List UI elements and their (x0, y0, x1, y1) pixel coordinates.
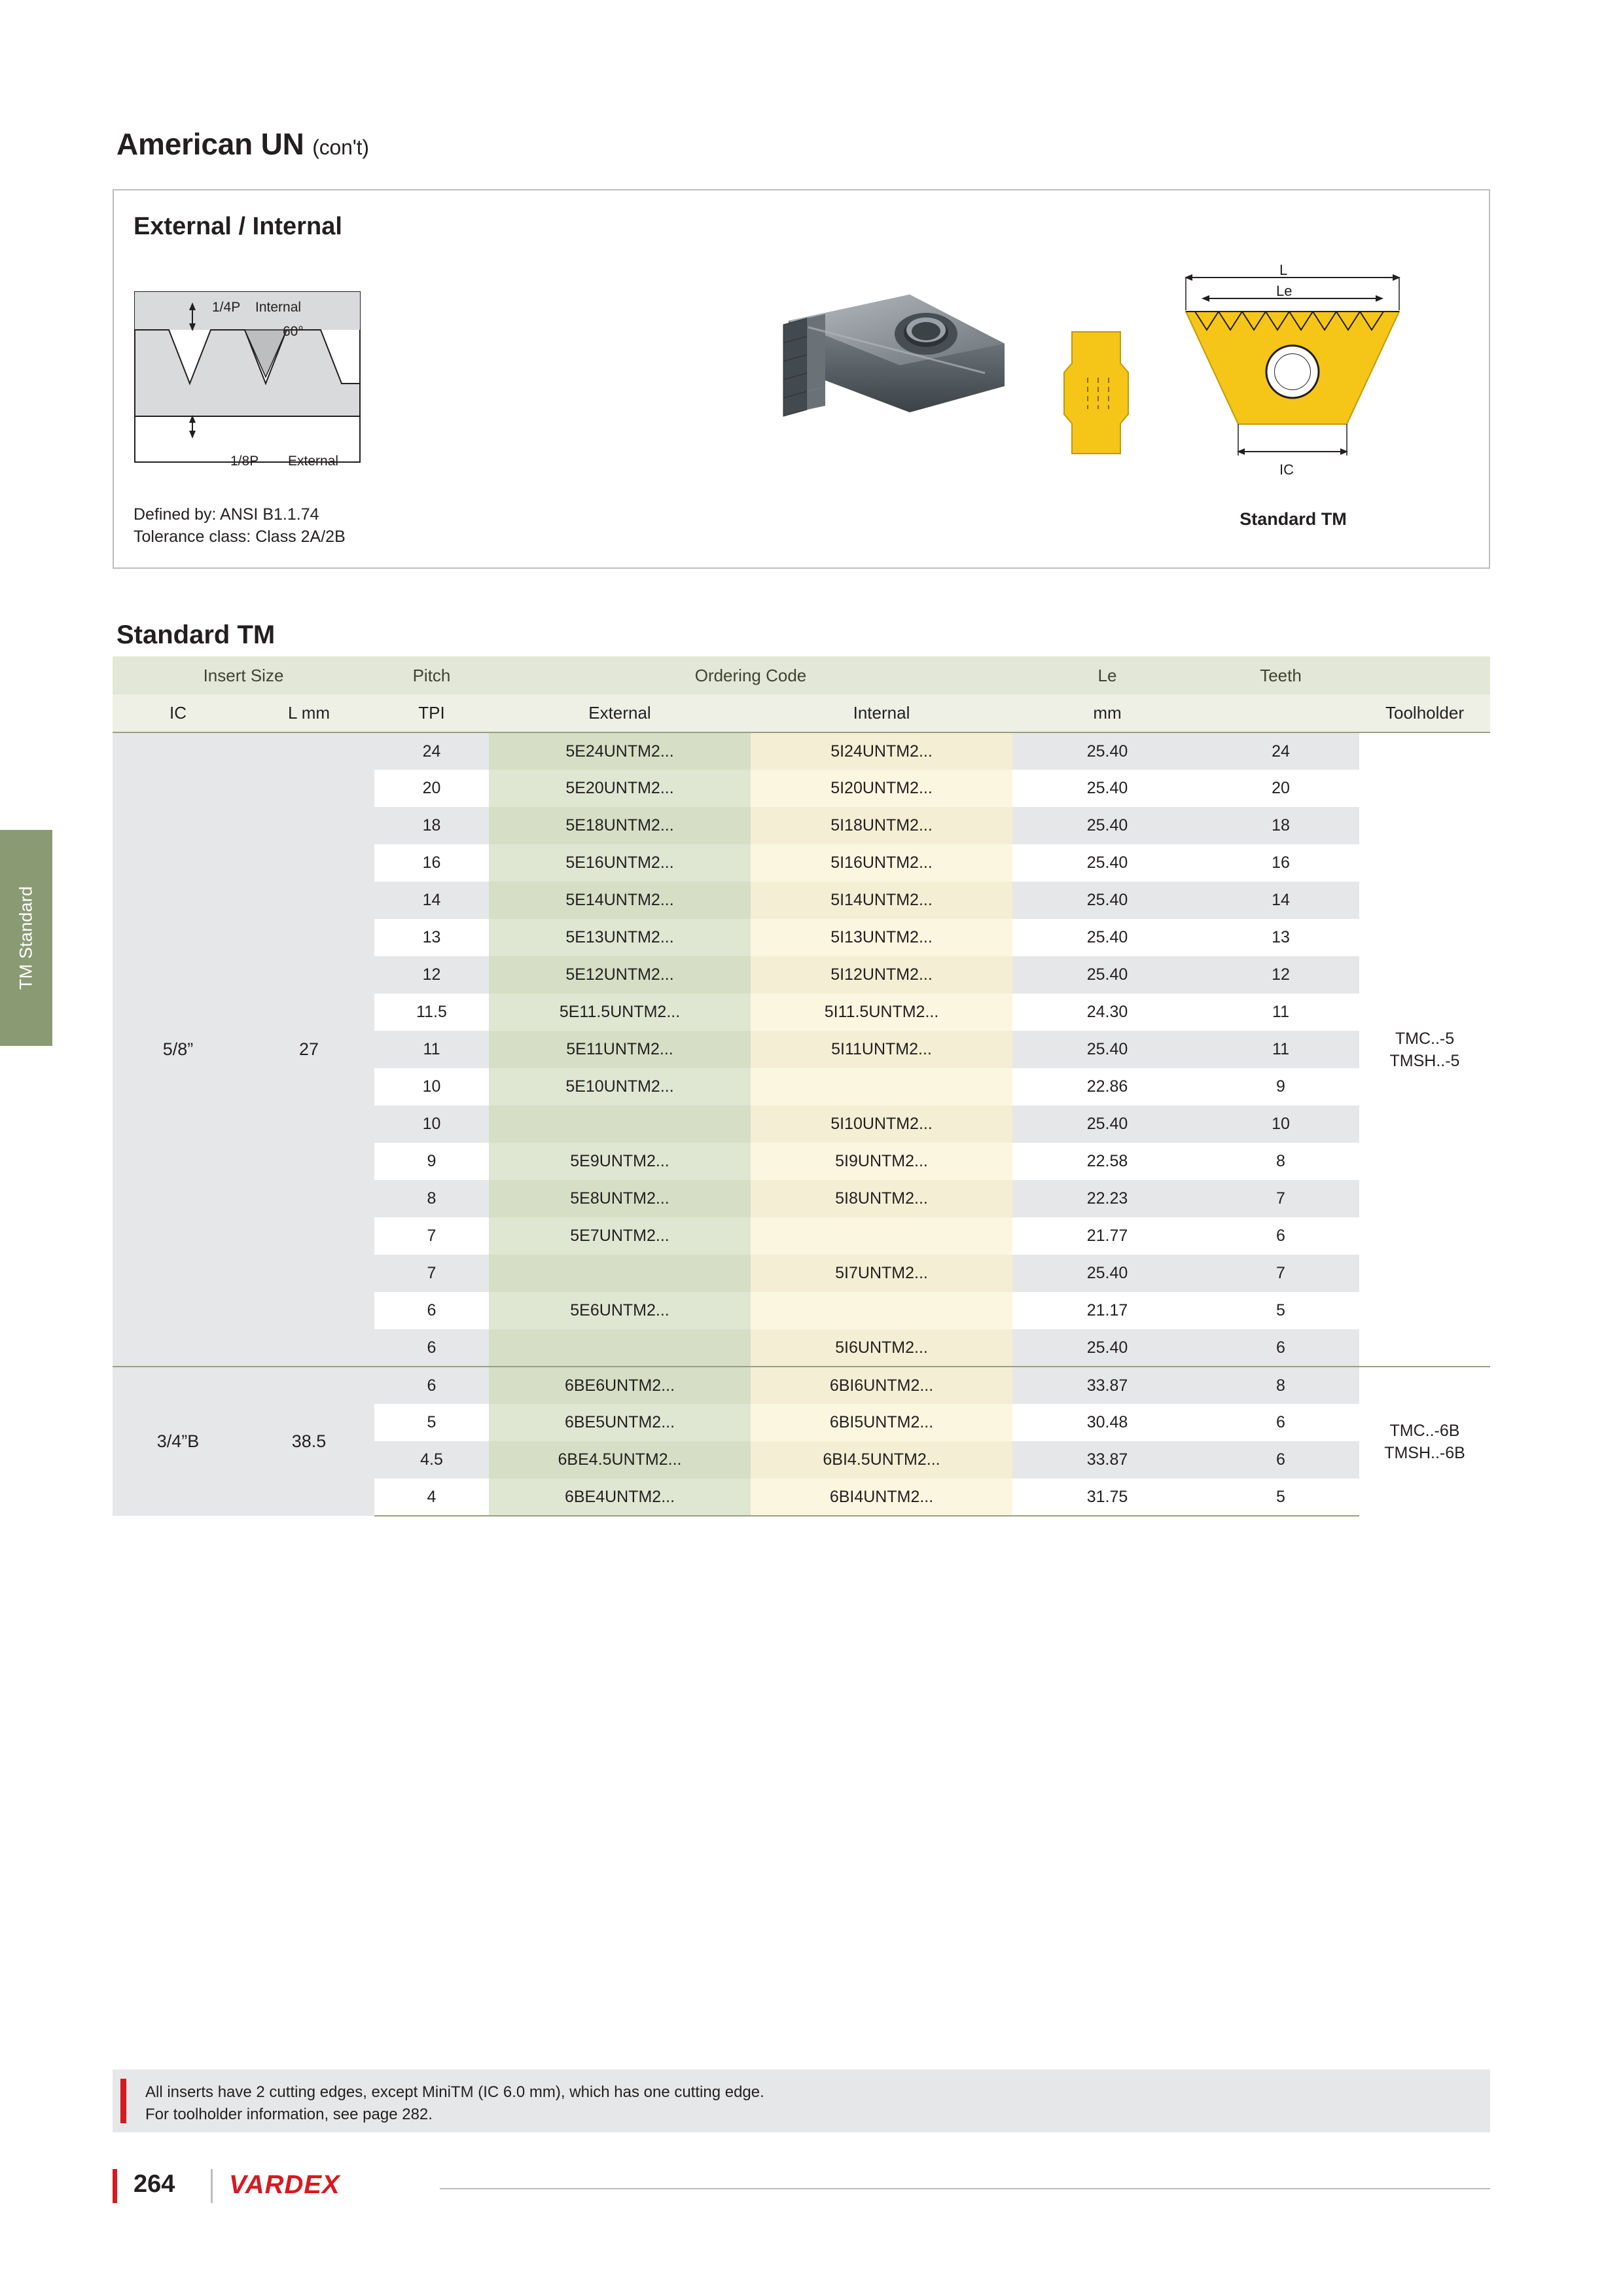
cell-tpi: 6 (374, 1329, 489, 1367)
cell-teeth: 6 (1202, 1441, 1359, 1479)
table-group-header-row (113, 656, 1490, 694)
cell-insert-size-l: 38.5 (243, 1367, 374, 1516)
subheader-tpi: TPI (374, 694, 489, 732)
subheader-teeth (1202, 694, 1359, 732)
cell-teeth: 13 (1202, 919, 1359, 956)
cell-tpi: 11 (374, 1031, 489, 1068)
header-insert-size: Insert Size (113, 656, 374, 694)
cell-le-mm: 21.17 (1012, 1292, 1202, 1329)
thread-profile-diagram (130, 285, 365, 482)
cell-teeth: 8 (1202, 1143, 1359, 1180)
page-title (116, 126, 369, 162)
cell-ordering-code-external: 5E11UNTM2... (489, 1031, 751, 1068)
cell-teeth: 24 (1202, 732, 1359, 770)
cell-tpi: 10 (374, 1105, 489, 1143)
cell-toolholder: TMC..-6B TMSH..-6B (1359, 1367, 1490, 1516)
cell-ordering-code-external: 5E9UNTM2... (489, 1143, 751, 1180)
cell-ordering-code-internal: 5I11.5UNTM2... (751, 994, 1012, 1031)
label-quarter-p: 1/4P (212, 300, 241, 315)
cell-le-mm: 25.40 (1012, 770, 1202, 807)
standard-tm-table (113, 656, 1490, 1516)
footnote-line-2: For toolholder information, see page 282. (145, 2106, 433, 2123)
cell-tpi: 18 (374, 807, 489, 844)
defined-by-standard: Defined by: ANSI B1.1.74 (134, 505, 319, 524)
cell-ordering-code-internal: 6BI6UNTM2... (751, 1367, 1012, 1404)
cell-le-mm: 24.30 (1012, 994, 1202, 1031)
cell-teeth: 11 (1202, 1031, 1359, 1068)
page-title-main: American UN (116, 127, 304, 161)
cell-ordering-code-internal: 5I11UNTM2... (751, 1031, 1012, 1068)
cell-tpi: 16 (374, 844, 489, 882)
cell-tpi: 12 (374, 956, 489, 994)
dim-label-l: L (1279, 262, 1288, 278)
cell-ordering-code-external: 5E12UNTM2... (489, 956, 751, 994)
subheader-toolholder: Toolholder (1359, 694, 1490, 732)
label-internal: Internal (255, 300, 302, 315)
cell-ordering-code-internal: 5I16UNTM2... (751, 844, 1012, 882)
cell-le-mm: 25.40 (1012, 882, 1202, 919)
cell-teeth: 16 (1202, 844, 1359, 882)
cell-ordering-code-external: 5E10UNTM2... (489, 1068, 751, 1105)
cell-teeth: 6 (1202, 1404, 1359, 1441)
cell-le-mm: 31.75 (1012, 1479, 1202, 1516)
info-box-title: External / Internal (134, 213, 342, 240)
footnote-accent-bar (120, 2079, 126, 2123)
cell-ordering-code-external: 5E7UNTM2... (489, 1217, 751, 1255)
cell-le-mm: 25.40 (1012, 1031, 1202, 1068)
cell-tpi: 7 (374, 1217, 489, 1255)
cell-tpi: 4.5 (374, 1441, 489, 1479)
cell-ordering-code-internal: 5I9UNTM2... (751, 1143, 1012, 1180)
cell-teeth: 9 (1202, 1068, 1359, 1105)
header-teeth: Teeth (1202, 656, 1359, 694)
cell-ordering-code-external: 6BE6UNTM2... (489, 1367, 751, 1404)
footnote-box (113, 2070, 1490, 2132)
dim-label-ic: IC (1279, 461, 1294, 478)
cell-le-mm: 30.48 (1012, 1404, 1202, 1441)
side-tab-tm-standard (0, 830, 52, 1046)
cell-ordering-code-internal: 5I14UNTM2... (751, 882, 1012, 919)
cell-teeth: 10 (1202, 1105, 1359, 1143)
cell-ordering-code-external: 5E14UNTM2... (489, 882, 751, 919)
cell-le-mm: 25.40 (1012, 807, 1202, 844)
cell-teeth: 20 (1202, 770, 1359, 807)
subheader-ic: IC (113, 694, 243, 732)
cell-teeth: 6 (1202, 1329, 1359, 1367)
cell-le-mm: 25.40 (1012, 1105, 1202, 1143)
cell-le-mm: 33.87 (1012, 1441, 1202, 1479)
subheader-internal: Internal (751, 694, 1012, 732)
cell-le-mm: 22.86 (1012, 1068, 1202, 1105)
header-ordering-code: Ordering Code (489, 656, 1012, 694)
cell-teeth: 8 (1202, 1367, 1359, 1404)
cell-ordering-code-internal (751, 1217, 1012, 1255)
label-angle-60: 60° (283, 324, 304, 339)
cell-ordering-code-external: 5E6UNTM2... (489, 1292, 751, 1329)
defined-by-block (134, 503, 346, 548)
cell-ordering-code-internal: 5I18UNTM2... (751, 807, 1012, 844)
cell-teeth: 18 (1202, 807, 1359, 844)
cell-ordering-code-internal: 5I6UNTM2... (751, 1329, 1012, 1367)
label-eighth-p: 1/8P (230, 454, 259, 469)
cell-tpi: 8 (374, 1180, 489, 1217)
cell-le-mm: 21.77 (1012, 1217, 1202, 1255)
cell-le-mm: 25.40 (1012, 732, 1202, 770)
cell-le-mm: 25.40 (1012, 844, 1202, 882)
cell-tpi: 6 (374, 1367, 489, 1404)
footnote-line-1: All inserts have 2 cutting edges, except MiniTM (IC 6.0 mm), which has one cutting edge. (145, 2083, 764, 2101)
cell-ordering-code-external (489, 1329, 751, 1367)
insert-3d-image (769, 281, 1024, 452)
cell-tpi: 6 (374, 1292, 489, 1329)
standard-tm-caption: Standard TM (1240, 509, 1347, 529)
cell-ordering-code-external: 5E13UNTM2... (489, 919, 751, 956)
header-pitch: Pitch (374, 656, 489, 694)
cell-ordering-code-external: 6BE4UNTM2... (489, 1479, 751, 1516)
cell-ordering-code-external: 5E11.5UNTM2... (489, 994, 751, 1031)
cell-le-mm: 25.40 (1012, 956, 1202, 994)
cell-le-mm: 22.23 (1012, 1180, 1202, 1217)
cell-teeth: 5 (1202, 1479, 1359, 1516)
cell-ordering-code-internal: 5I20UNTM2... (751, 770, 1012, 807)
cell-ordering-code-external: 5E20UNTM2... (489, 770, 751, 807)
cell-ordering-code-internal: 5I7UNTM2... (751, 1255, 1012, 1292)
cell-ordering-code-internal: 6BI5UNTM2... (751, 1404, 1012, 1441)
side-tab-label: TM Standard (16, 886, 36, 990)
cell-ordering-code-external: 5E8UNTM2... (489, 1180, 751, 1217)
subheader-mm: mm (1012, 694, 1202, 732)
cell-teeth: 12 (1202, 956, 1359, 994)
cell-teeth: 11 (1202, 994, 1359, 1031)
header-le: Le (1012, 656, 1202, 694)
table-row (113, 732, 1490, 770)
cell-teeth: 7 (1202, 1255, 1359, 1292)
cell-ordering-code-internal (751, 1068, 1012, 1105)
cell-insert-size-ic: 5/8” (113, 732, 243, 1367)
cell-le-mm: 25.40 (1012, 919, 1202, 956)
cell-le-mm: 33.87 (1012, 1367, 1202, 1404)
cell-le-mm: 22.58 (1012, 1143, 1202, 1180)
page-number: 264 (134, 2170, 175, 2198)
cell-toolholder: TMC..-5 TMSH..-5 (1359, 732, 1490, 1367)
page-footer (113, 2166, 1490, 2212)
insert-side-view (1060, 324, 1132, 461)
footer-accent-bar (113, 2169, 117, 2203)
tolerance-class: Tolerance class: Class 2A/2B (134, 528, 346, 546)
cell-le-mm: 25.40 (1012, 1329, 1202, 1367)
cell-tpi: 11.5 (374, 994, 489, 1031)
cell-teeth: 6 (1202, 1217, 1359, 1255)
label-external: External (288, 454, 339, 469)
table-row (113, 1367, 1490, 1404)
subheader-external: External (489, 694, 751, 732)
table-body (113, 732, 1490, 1516)
cell-tpi: 9 (374, 1143, 489, 1180)
cell-ordering-code-internal: 5I10UNTM2... (751, 1105, 1012, 1143)
table-sub-header-row (113, 694, 1490, 732)
cell-le-mm: 25.40 (1012, 1255, 1202, 1292)
cell-tpi: 7 (374, 1255, 489, 1292)
footer-rule (440, 2188, 1490, 2189)
cell-tpi: 10 (374, 1068, 489, 1105)
cell-tpi: 20 (374, 770, 489, 807)
cell-ordering-code-external: 5E24UNTM2... (489, 732, 751, 770)
cell-teeth: 14 (1202, 882, 1359, 919)
cell-ordering-code-external: 6BE5UNTM2... (489, 1404, 751, 1441)
page-title-suffix: (con't) (312, 135, 369, 159)
cell-teeth: 7 (1202, 1180, 1359, 1217)
cell-ordering-code-internal: 5I13UNTM2... (751, 919, 1012, 956)
cell-insert-size-ic: 3/4”B (113, 1367, 243, 1516)
cell-ordering-code-external (489, 1255, 751, 1292)
cell-ordering-code-internal (751, 1292, 1012, 1329)
subheader-l: L mm (243, 694, 374, 732)
cell-ordering-code-external: 6BE4.5UNTM2... (489, 1441, 751, 1479)
cell-ordering-code-external (489, 1105, 751, 1143)
cell-teeth: 5 (1202, 1292, 1359, 1329)
cell-ordering-code-internal: 6BI4UNTM2... (751, 1479, 1012, 1516)
cell-tpi: 14 (374, 882, 489, 919)
footnote-text (145, 2081, 764, 2126)
cell-tpi: 24 (374, 732, 489, 770)
cell-ordering-code-internal: 6BI4.5UNTM2... (751, 1441, 1012, 1479)
section-heading-standard-tm: Standard TM (116, 620, 276, 649)
cell-ordering-code-external: 5E16UNTM2... (489, 844, 751, 882)
brand-logo: VARDEX (229, 2170, 340, 2199)
standard-tm-dimension-drawing (1171, 262, 1414, 471)
cell-ordering-code-internal: 5I8UNTM2... (751, 1180, 1012, 1217)
footer-divider (211, 2169, 213, 2203)
cell-ordering-code-external: 5E18UNTM2... (489, 807, 751, 844)
cell-tpi: 4 (374, 1479, 489, 1516)
cell-tpi: 5 (374, 1404, 489, 1441)
cell-ordering-code-internal: 5I12UNTM2... (751, 956, 1012, 994)
cell-insert-size-l: 27 (243, 732, 374, 1367)
dim-label-le: Le (1276, 283, 1293, 299)
cell-tpi: 13 (374, 919, 489, 956)
header-blank (1359, 656, 1490, 694)
cell-ordering-code-internal: 5I24UNTM2... (751, 732, 1012, 770)
